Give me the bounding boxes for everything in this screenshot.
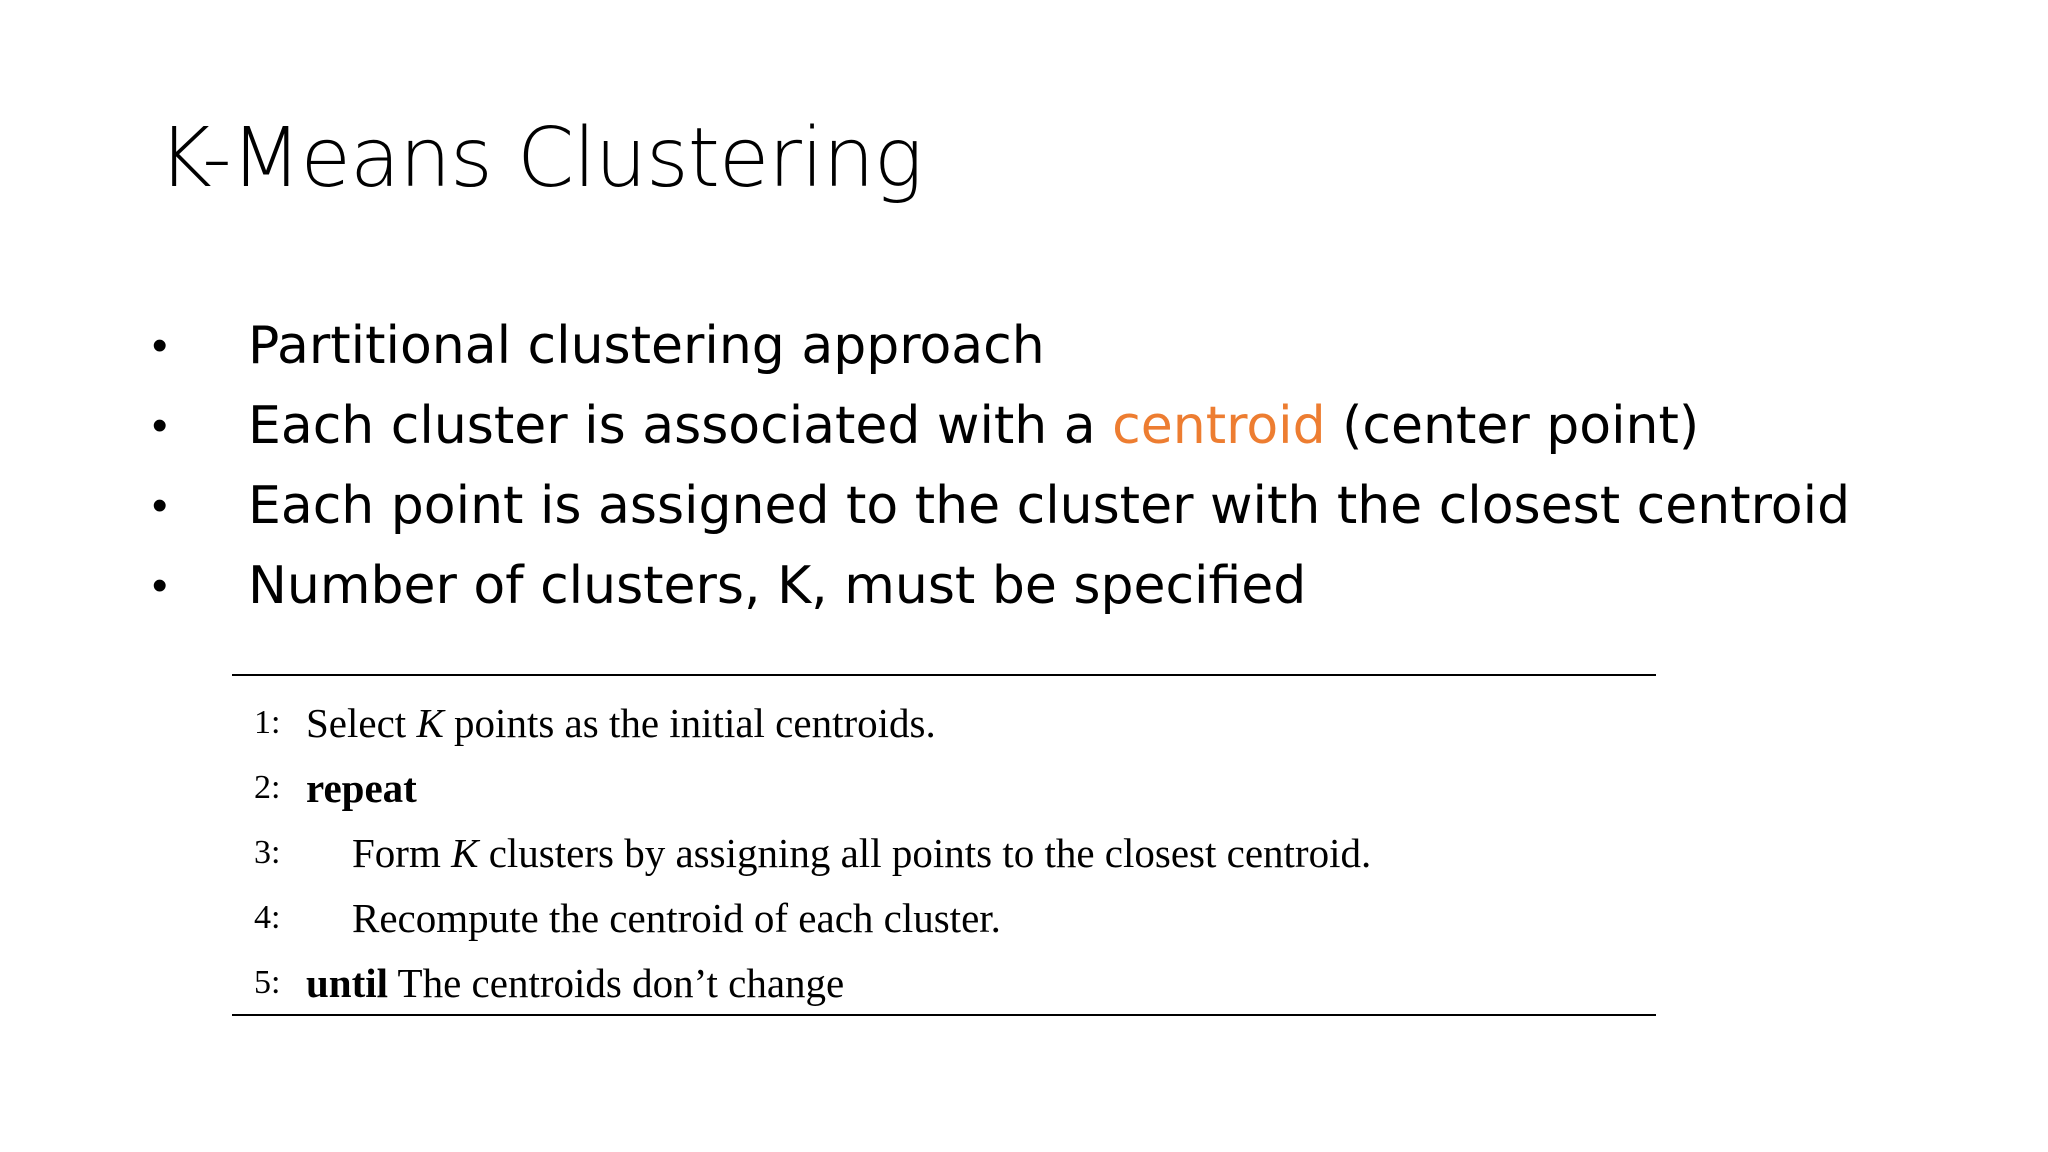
line-text: Recompute the centroid of each cluster. xyxy=(352,895,1001,941)
slide-title: K-Means Clustering xyxy=(158,111,922,206)
line-number: 2: xyxy=(254,769,281,806)
algorithm-line xyxy=(254,690,936,756)
math-variable: K xyxy=(416,700,444,746)
bullet-icon: • xyxy=(152,401,168,450)
bullet-text: Each point is assigned to the cluster with the closest centroid xyxy=(248,476,1851,536)
algorithm-line xyxy=(254,950,844,1016)
bullet-icon: • xyxy=(152,321,168,370)
bullet-text-before: Each cluster is associated with a xyxy=(248,396,1113,456)
algorithm-line xyxy=(254,820,1371,886)
line-number: 1: xyxy=(254,704,281,741)
line-text-before: Form xyxy=(352,830,452,876)
bullet-text-after: (center point) xyxy=(1325,396,1700,456)
math-variable: K xyxy=(451,830,479,876)
bullet-text xyxy=(248,396,1699,456)
bullet-item xyxy=(152,546,1850,626)
algorithm-line xyxy=(254,755,417,821)
line-number: 4: xyxy=(254,899,281,936)
bullet-item xyxy=(152,306,1850,386)
algorithm-line xyxy=(254,885,1001,951)
bullet-text: Partitional clustering approach xyxy=(248,316,1045,376)
line-text-before: Select xyxy=(306,700,417,746)
bullet-item xyxy=(152,386,1850,466)
line-text-after: clusters by assigning all points to the closest centroid. xyxy=(478,830,1372,876)
line-text-after: points as the initial centroids. xyxy=(443,700,936,746)
bullet-text: Number of clusters, K, must be specified xyxy=(248,556,1307,616)
line-text: The centroids don’t change xyxy=(388,960,845,1006)
algorithm-box xyxy=(232,674,1656,1016)
bullet-icon: • xyxy=(152,481,168,530)
keyword: repeat xyxy=(306,765,417,811)
keyword: until xyxy=(306,960,389,1006)
bullet-item xyxy=(152,466,1850,546)
line-number: 5: xyxy=(254,964,281,1001)
bullet-icon: • xyxy=(152,561,168,610)
bullet-list xyxy=(152,306,1850,626)
highlighted-term: centroid xyxy=(1112,396,1326,456)
line-number: 3: xyxy=(254,834,281,871)
